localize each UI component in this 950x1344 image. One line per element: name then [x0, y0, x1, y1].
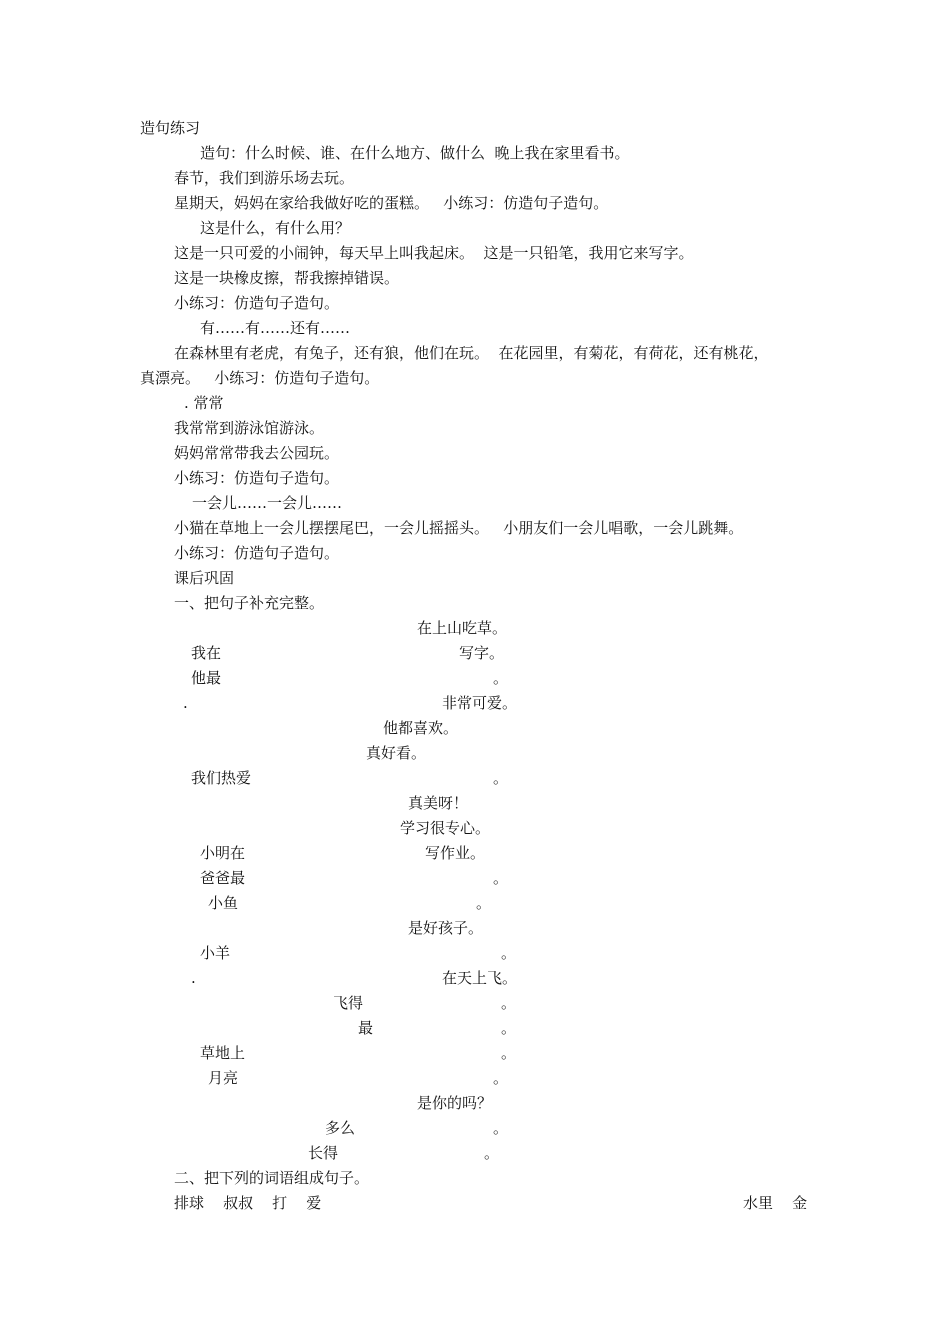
- page-title: 造句练习: [140, 119, 201, 137]
- fill-in-text: 多么: [325, 1119, 356, 1137]
- fill-in-text: 。: [493, 1119, 509, 1137]
- exercise-heading: 一、把句子补充完整。: [174, 594, 325, 612]
- text-line: 在森林里有老虎，有兔子，还有狼，他们在玩。 在花园里，有菊花，有荷花，还有桃花，: [174, 344, 769, 362]
- fill-in-text: 。: [484, 1144, 500, 1162]
- fill-in-text: 。: [493, 869, 509, 887]
- fill-in-text: 。: [493, 669, 509, 687]
- fill-in-text: 非常可爱。: [442, 694, 518, 712]
- text-line: . 常常: [184, 394, 224, 412]
- fill-in-text: .: [183, 694, 188, 712]
- fill-in-text: 小羊: [200, 944, 231, 962]
- text-line: 妈妈常常带我去公园玩。: [174, 444, 340, 462]
- text-line: 小猫在草地上一会儿摆摆尾巴，一会儿摇摇头。 小朋友们一会儿唱歌，一会儿跳舞。: [174, 519, 744, 537]
- fill-in-text: 学习很专心。: [400, 819, 491, 837]
- text-line: 有……有……还有……: [200, 319, 351, 337]
- fill-in-text: 长得: [308, 1144, 339, 1162]
- fill-in-text: 飞得: [333, 994, 364, 1012]
- fill-in-text: 最: [358, 1019, 374, 1037]
- text-line: 小练习：仿造句子造句。: [174, 469, 340, 487]
- fill-in-text: .: [191, 969, 196, 987]
- text-line: 星期天，妈妈在家给我做好吃的蛋糕。 小练习：仿造句子造句。: [174, 194, 609, 212]
- fill-in-text: 。: [501, 1044, 517, 1062]
- text-line: 真漂亮。 小练习：仿造句子造句。: [140, 369, 380, 387]
- word-list: 水里 金: [743, 1194, 808, 1212]
- fill-in-text: 真美呀！: [408, 794, 469, 812]
- fill-in-text: 月亮: [208, 1069, 239, 1087]
- text-line: 我常常到游泳馆游泳。: [174, 419, 325, 437]
- text-line: 这是什么，有什么用？: [200, 219, 351, 237]
- fill-in-text: 写字。: [459, 644, 505, 662]
- fill-in-text: 。: [501, 1019, 517, 1037]
- text-line: 小练习：仿造句子造句。: [174, 544, 340, 562]
- fill-in-text: 在上山吃草。: [417, 619, 508, 637]
- fill-in-text: 他都喜欢。: [383, 719, 459, 737]
- fill-in-text: 。: [501, 944, 517, 962]
- fill-in-text: 小明在: [200, 844, 246, 862]
- text-line: 造句：什么时候、谁、在什么地方、做什么 晚上我在家里看书。: [200, 144, 630, 162]
- fill-in-text: 在天上飞。: [442, 969, 518, 987]
- fill-in-text: 。: [501, 994, 517, 1012]
- section-heading: 课后巩固: [174, 569, 235, 587]
- text-line: 这是一块橡皮擦，帮我擦掉错误。: [174, 269, 400, 287]
- fill-in-text: 我在: [191, 644, 222, 662]
- fill-in-text: 是好孩子。: [408, 919, 484, 937]
- fill-in-text: 爸爸最: [200, 869, 246, 887]
- fill-in-text: 。: [493, 1069, 509, 1087]
- word-list: 排球 叔叔 打 爱: [174, 1194, 322, 1212]
- fill-in-text: 真好看。: [366, 744, 427, 762]
- fill-in-text: 。: [476, 894, 492, 912]
- fill-in-text: 小鱼: [208, 894, 239, 912]
- text-line: 一会儿……一会儿……: [192, 494, 343, 512]
- exercise-heading: 二、把下列的词语组成句子。: [174, 1169, 370, 1187]
- text-line: 春节，我们到游乐场去玩。: [174, 169, 355, 187]
- fill-in-text: 我们热爱: [191, 769, 252, 787]
- fill-in-text: 写作业。: [425, 844, 486, 862]
- fill-in-text: 是你的吗？: [417, 1094, 493, 1112]
- fill-in-text: 草地上: [200, 1044, 246, 1062]
- text-line: 这是一只可爱的小闹钟，每天早上叫我起床。 这是一只铅笔，我用它来写字。: [174, 244, 694, 262]
- fill-in-text: 他最: [191, 669, 222, 687]
- text-line: 小练习：仿造句子造句。: [174, 294, 340, 312]
- fill-in-text: 。: [493, 769, 509, 787]
